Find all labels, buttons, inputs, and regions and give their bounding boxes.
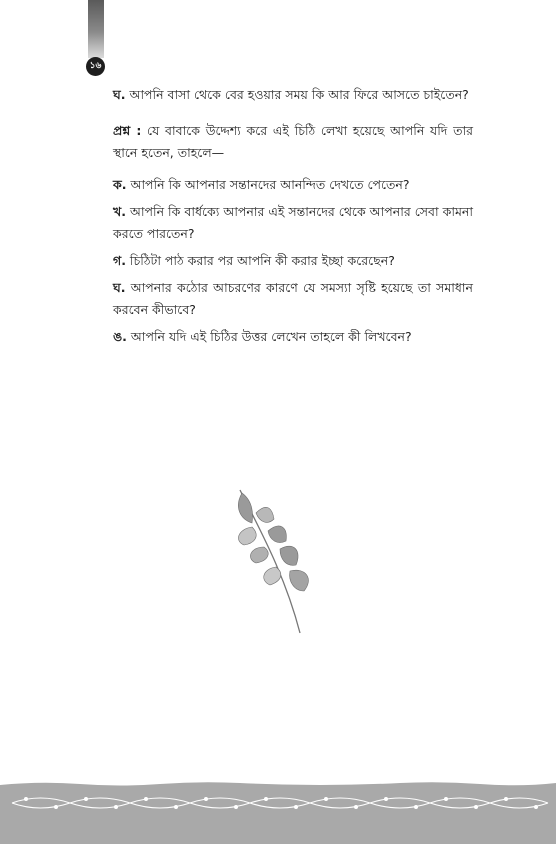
question-label: গ. [113,253,126,268]
question-ga [113,250,473,272]
question-ka [113,174,473,196]
question-prompt [113,120,473,164]
question-umo [113,326,473,348]
vine-border-icon [0,781,556,844]
question-gha-prev [113,84,473,106]
question-text: আপনি যদি এই চিঠির উত্তর লেখেন তাহলে কী লিখবেন? [126,329,412,344]
question-text: যে বাবাকে উদ্দেশ্য করে এই চিঠি লেখা হয়েছে আপনি যদি তার স্থানে হতেন, তাহলে— [113,123,473,160]
question-label: ঘ. [113,87,126,102]
question-kha [113,201,473,245]
question-label: প্রশ্ন : [113,123,142,138]
question-label: ঙ. [113,329,127,344]
question-text: চিঠিটা পাঠ করার পর আপনি কী করার ইচ্ছা করেছেন? [125,253,395,268]
leaf-sprig-icon [230,485,330,635]
question-text: আপনি কি আপনার সন্তানদের আনন্দিত দেখতে পেতেন? [126,177,410,192]
question-text: আপনি বাসা থেকে বের হওয়ার সময় কি আর ফিরে আসতে চাইতেন? [125,87,469,102]
question-gha [113,277,473,321]
question-label: খ. [113,204,126,219]
footer-band [0,781,556,844]
question-list [113,84,473,353]
question-text: আপনার কঠোর আচরণের কারণে যে সমস্যা সৃষ্টি হয়েছে তা সমাধান করবেন কীভাবে? [113,280,473,317]
question-label: ঘ. [113,280,126,295]
question-text: আপনি কি বার্ধক্যে আপনার এই সন্তানদের থেকে আপনার সেবা কামনা করতে পারতেন? [113,204,473,241]
page-number-badge: ১৬ [86,57,105,76]
page-tab-bar [88,0,104,58]
question-label: ক. [113,177,127,192]
